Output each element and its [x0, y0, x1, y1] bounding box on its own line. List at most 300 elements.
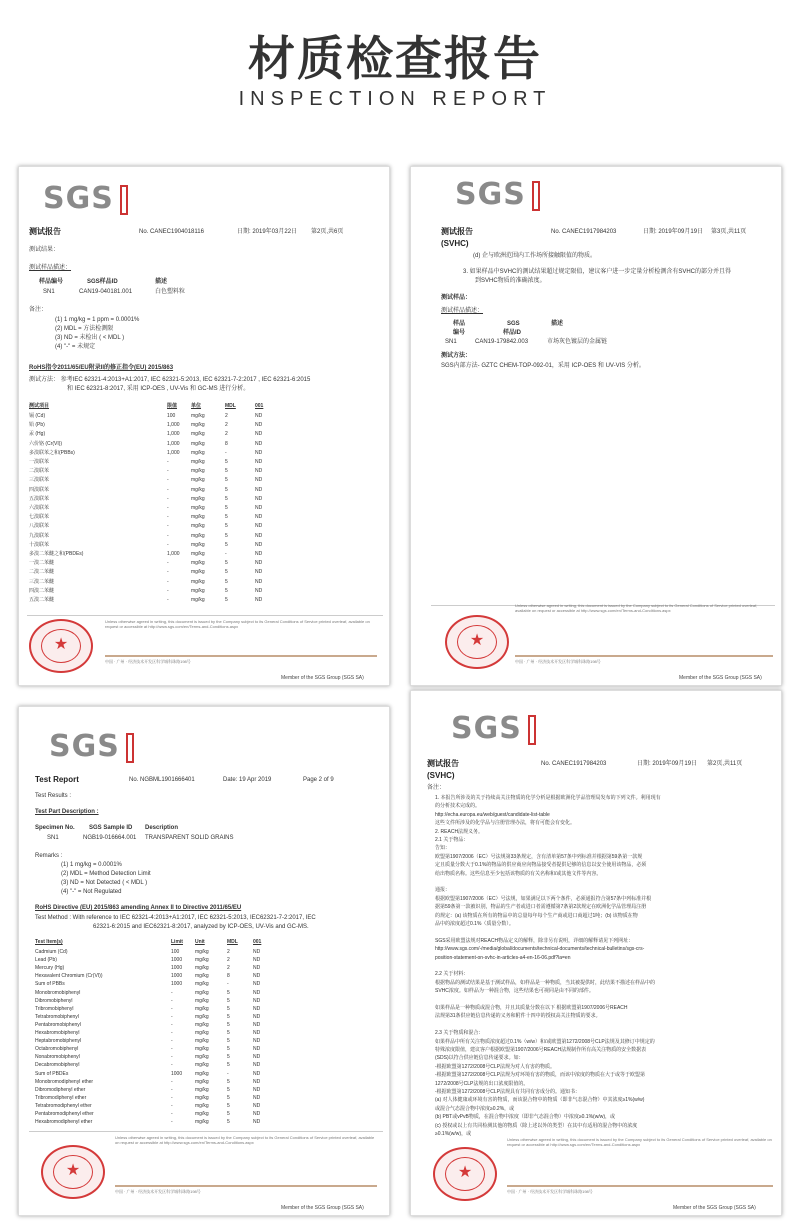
- col-description: 描述: [155, 279, 168, 285]
- table-cell: 1,000: [167, 431, 180, 438]
- remark-3: (3) ND = 未检出 ( < MDL ): [55, 335, 125, 341]
- page-header: [0, 0, 790, 130]
- sample-id: CAN19-040181.001: [79, 289, 133, 295]
- table-cell: 六溴联苯: [29, 505, 50, 511]
- table-cell: ND: [253, 1013, 261, 1020]
- table-cell: 5: [227, 1013, 230, 1020]
- remark-line: 定且质量分数大于0.1%的物品的供应商应向物品接受者提供足够的信息以安全使用该物品，必须: [435, 862, 647, 869]
- table-cell: mg/kg: [195, 1062, 209, 1069]
- table-cell: mg/kg: [195, 1038, 209, 1045]
- col-description: Description: [145, 825, 179, 831]
- official-stamp: ★: [445, 615, 509, 669]
- table-cell: 5: [227, 1062, 230, 1069]
- table-header: Test Item(s): [35, 939, 63, 945]
- table-cell: -: [171, 1078, 173, 1085]
- remark-line: 根据物品的测试结果是基于测试样品，如样品是一种物质，当其被提供时，此结果不描述在样品中的: [435, 979, 656, 986]
- table-cell: mg/kg: [195, 1094, 209, 1101]
- remark-line: 1272/2008号CLP法规的出口浓度限值的。: [435, 1080, 529, 1087]
- table-cell: Nonabromobiphenyl: [35, 1054, 80, 1061]
- table-cell: ND: [255, 468, 263, 475]
- table-cell: Pentabromodiphenyl ether: [35, 1111, 94, 1117]
- remark-line: -根据欧盟第1272/2008号CLP法规为对人有害的物质。: [435, 1063, 556, 1070]
- table-cell: ND: [255, 587, 263, 594]
- remark-1: (1) 1 mg/kg = 1 ppm = 0.0001%: [55, 317, 140, 323]
- remarks-label: Remarks :: [35, 853, 63, 859]
- remark-4: (4) "-" = 未规定: [55, 344, 96, 350]
- table-cell: mg/kg: [191, 532, 205, 539]
- report-heading: Test Report: [35, 775, 79, 784]
- report-number: No. CANEC1917984203: [551, 229, 617, 235]
- table-cell: 镉 (Cd): [29, 413, 46, 419]
- table-cell: 2: [225, 431, 228, 438]
- table-cell: -: [167, 468, 169, 475]
- table-cell: mg/kg: [195, 1086, 209, 1093]
- table-cell: 5: [227, 1102, 230, 1109]
- table-header: MDL: [225, 403, 236, 409]
- table-cell: 5: [225, 523, 228, 530]
- table-cell: ND: [255, 523, 263, 530]
- table-cell: ND: [253, 949, 261, 955]
- table-header: Unit: [195, 939, 205, 945]
- sample-description: TRANSPARENT SOLID GRAINS: [145, 835, 234, 841]
- table-cell: -: [167, 495, 169, 502]
- table-cell: 多溴联苯之和(PBBs): [29, 449, 75, 456]
- table-cell: 多溴二苯醚之和(PBDEs): [29, 551, 84, 557]
- table-cell: ND: [253, 1102, 261, 1109]
- footer-address: 中国 · 广州 · 经济技术开发区科学城科珠路198号: [507, 1189, 593, 1194]
- table-cell: -: [171, 1005, 173, 1012]
- table-cell: mg/kg: [191, 505, 205, 511]
- remark-line: 据第59条第一款被识别，物品的生产者或进口者需遵循第7条第2款规定在欧洲化学品管理局注册: [435, 904, 647, 911]
- table-cell: -: [167, 532, 169, 539]
- table-cell: ND: [253, 1005, 261, 1012]
- sgs-logo: SGS: [451, 711, 522, 746]
- official-stamp: ★: [29, 619, 93, 673]
- specimen-no: SN1: [47, 835, 59, 841]
- table-cell: -: [171, 1119, 173, 1126]
- table-cell: -: [167, 477, 169, 484]
- remark-line: SGS采用欧盟法规对REACH物品定义的解释，除非另有说明，详细的解释请见下列网址：: [435, 937, 634, 944]
- report-heading-svhc: (SVHC): [427, 771, 455, 780]
- table-cell: ND: [255, 597, 263, 603]
- report-date: 日期: 2019年03月22日: [237, 229, 298, 235]
- table-cell: Hexavalent Chromium (Cr(VI)): [35, 973, 103, 980]
- remark-line: 告知：: [435, 845, 451, 852]
- fine-print: Unless otherwise agreed in writing, this document is issued by the Company subject to its General Conditions of Service printed overleaf, available on request or accessible at http://www.sgs.com/en/Terms-and-Conditions.aspx: [105, 619, 370, 629]
- table-cell: 2: [227, 957, 230, 964]
- table-cell: ND: [255, 505, 263, 511]
- sample-description: 白色塑料粒: [155, 289, 186, 295]
- report-page: Page 2 of 9: [303, 777, 334, 783]
- table-cell: 8: [227, 973, 230, 980]
- table-header: 001: [253, 939, 262, 945]
- table-cell: ND: [253, 1119, 261, 1126]
- table-cell: 二溴联苯: [29, 468, 50, 475]
- table-cell: -: [167, 597, 169, 603]
- table-cell: 1,000: [167, 422, 180, 429]
- table-cell: 1000: [171, 957, 183, 964]
- table-cell: ND: [253, 1086, 261, 1093]
- table-cell: mg/kg: [191, 413, 205, 419]
- table-cell: 1000: [171, 1070, 183, 1077]
- table-cell: 5: [227, 1111, 230, 1117]
- remark-line: 1. 本报告所涉及的关于持续高关注物质的化学分析是根据欧洲化学品管理局发布的下列文件。利用现有: [435, 795, 661, 801]
- table-header: 限值: [167, 403, 178, 409]
- table-cell: 5: [227, 997, 230, 1004]
- table-cell: -: [167, 514, 169, 521]
- table-cell: -: [167, 459, 169, 465]
- table-cell: -: [171, 1038, 173, 1045]
- table-cell: 5: [227, 1078, 230, 1085]
- table-cell: 汞 (Hg): [29, 431, 46, 438]
- table-cell: Cadmium (Cd): [35, 949, 68, 955]
- table-cell: mg/kg: [195, 1070, 209, 1077]
- note-d: (d) 企与欧洲范围内工作场所接触限值的物质。: [473, 253, 597, 259]
- table-cell: 100: [171, 949, 180, 955]
- sample-id: NGB19-016664.001: [83, 835, 137, 841]
- sample-description: 市场灰色镀层的金属链: [547, 339, 608, 345]
- report-card-b[interactable]: [410, 166, 782, 686]
- table-cell: mg/kg: [191, 486, 205, 493]
- table-cell: -: [227, 1070, 229, 1077]
- report-date: 日期: 2019年09月19日: [637, 761, 698, 767]
- table-header: 测试项目: [29, 403, 50, 409]
- table-cell: mg/kg: [191, 523, 205, 530]
- table-cell: Tetrabromobiphenyl: [35, 1013, 79, 1020]
- note-3a: 3. 如果样品中SVHC的测试结果超过规定限值，建议客户进一步定量分析检测含有SVHC的部分并且得: [463, 269, 732, 275]
- sample-id: CAN19-179842.003: [475, 339, 529, 345]
- official-stamp: ★: [433, 1147, 497, 1201]
- report-page: 第3页,共11页: [711, 229, 747, 235]
- table-cell: mg/kg: [191, 477, 205, 484]
- table-cell: ND: [255, 578, 263, 585]
- table-header: MDL: [227, 939, 238, 945]
- table-cell: ND: [255, 422, 263, 429]
- remark-line: http://www.sgs.com/-/media/global/documents/technical-documents/technical-bulletins/sgs-crs-: [435, 946, 645, 953]
- member-note: Member of the SGS Group (SGS SA): [281, 1205, 364, 1211]
- remark-line: 如果样品中所有关注物质浓度超过0.1%（w/w）和/或欧盟第1272/2008号CLP法规及其修订中规定的: [435, 1038, 655, 1045]
- table-cell: 5: [225, 459, 228, 465]
- remark-line: 2.1 关于物品：: [435, 837, 469, 843]
- test-method-line-2: 和 IEC 62321-8:2017, 采用 ICP-OES , UV-Vis 和 GC-MS 进行分析。: [67, 386, 250, 392]
- table-cell: 1,000: [167, 449, 180, 456]
- page-subtitle: INSPECTION REPORT: [238, 88, 552, 110]
- table-cell: mg/kg: [195, 1030, 209, 1036]
- table-cell: mg/kg: [195, 1111, 209, 1117]
- table-cell: mg/kg: [191, 422, 205, 429]
- report-page: 第2页,共11页: [707, 761, 743, 767]
- note-3b: 到SVHC物质的准确浓度。: [475, 278, 546, 284]
- col-sample-id: SGS样品ID: [87, 279, 118, 285]
- table-cell: ND: [255, 560, 263, 567]
- remark-line: 如果样品是一种物质或混合物，并且其质量分数在以下 根据欧盟第1907/2006号REACH: [435, 1005, 628, 1011]
- remark-line: ≥0.1%(w/w)，或: [435, 1131, 472, 1137]
- remark-line: 根据欧盟第1907/2006（EC）号法规，如果满足以下两个条件，必须通报符合第57条中列标准并根: [435, 895, 652, 902]
- page-title: 材质检查报告: [248, 32, 542, 87]
- remark-line: 2.3 关于物质和混合：: [435, 1030, 484, 1037]
- table-cell: -: [167, 523, 169, 530]
- table-cell: Lead (Pb): [35, 957, 57, 964]
- table-cell: 5: [225, 569, 228, 576]
- table-cell: mg/kg: [191, 449, 205, 456]
- remark-line: 或混合气态混合物中浓度≥0.2%，或: [435, 1105, 515, 1112]
- table-cell: 5: [225, 532, 228, 539]
- table-cell: -: [171, 1111, 173, 1117]
- footer-address: 中国 · 广州 · 经济技术开发区科学城科珠路198号: [115, 1189, 201, 1194]
- table-cell: 八溴联苯: [29, 523, 50, 530]
- report-number: No. CANEC1917984203: [541, 761, 607, 767]
- test-part-label: Test Part Description :: [35, 809, 99, 815]
- results-label: Test Results :: [35, 793, 72, 799]
- col-specimen-no: Specimen No.: [35, 825, 75, 831]
- table-cell: 四溴联苯: [29, 486, 50, 493]
- member-note: Member of the SGS Group (SGS SA): [679, 675, 762, 681]
- col-sample-id-2: 样品ID: [503, 330, 522, 336]
- table-cell: 一溴二苯醚: [29, 560, 55, 567]
- table-cell: -: [167, 578, 169, 585]
- remark-line: 的规定：(a) 该物质在所有的物品中的总量每年每个生产商或进口商超过1吨；(b) 该物质在物: [435, 912, 638, 919]
- table-cell: mg/kg: [195, 1054, 209, 1061]
- table-cell: mg/kg: [195, 989, 209, 996]
- remark-line: 的分析技术完成的。: [435, 803, 481, 810]
- table-cell: mg/kg: [195, 1021, 209, 1028]
- table-cell: 五溴二苯醚: [29, 597, 55, 603]
- remark-line: 2. REACH法规义务。: [435, 828, 484, 835]
- remark-line: position-statement-on-svhc-in-articles-a4-en-16-06.pdf?la=en: [435, 954, 571, 961]
- table-cell: 5: [227, 989, 230, 996]
- table-cell: ND: [253, 997, 261, 1004]
- col-sample-no: 样品: [453, 321, 466, 327]
- remark-line: 欧盟第1907/2006（EC）号法规第33条规定，含有清单第57条中列标准并根据第59条第一款规: [435, 853, 643, 860]
- table-cell: ND: [253, 981, 261, 988]
- table-cell: -: [171, 989, 173, 996]
- table-cell: ND: [253, 1078, 261, 1085]
- table-cell: Heptabromobiphenyl: [35, 1038, 82, 1045]
- remark-line: -根据欧盟第1272/2008号CLP法规具有共同有害成分的。通知书：: [435, 1089, 581, 1095]
- table-cell: ND: [255, 486, 263, 493]
- table-cell: mg/kg: [191, 541, 205, 548]
- table-cell: mg/kg: [195, 949, 209, 955]
- table-cell: -: [171, 997, 173, 1004]
- remark-line: (b) PBT或vPvB物质，在混合物中浓度（即非气态混合物）中浓度≥0.1%(w/w)，或: [435, 1114, 615, 1121]
- table-cell: 5: [225, 486, 228, 493]
- table-cell: ND: [255, 551, 263, 557]
- table-cell: mg/kg: [191, 587, 205, 594]
- table-cell: Tetrabromodiphenyl ether: [35, 1102, 92, 1109]
- col-sample-id: SGS Sample ID: [89, 825, 133, 831]
- table-cell: 五溴联苯: [29, 495, 50, 502]
- report-date: Date: 19 Apr 2019: [223, 777, 272, 783]
- table-cell: ND: [255, 459, 263, 465]
- rohs-directive: RoHS Directive (EU) 2015/863 amending Annex II to Directive 2011/65/EU: [35, 905, 242, 911]
- table-cell: ND: [255, 431, 263, 438]
- table-cell: 5: [225, 578, 228, 585]
- remark-line: http://echa.europa.eu/web/guest/candidate-list-table: [435, 811, 550, 818]
- table-cell: 5: [227, 1030, 230, 1036]
- table-cell: Hexabromobiphenyl: [35, 1030, 80, 1036]
- table-cell: 1000: [171, 965, 183, 972]
- table-cell: -: [167, 541, 169, 548]
- table-cell: mg/kg: [195, 997, 209, 1004]
- table-cell: -: [227, 981, 229, 988]
- table-cell: 十溴联苯: [29, 541, 50, 548]
- report-page: 第2页,共6页: [311, 229, 344, 235]
- table-cell: ND: [255, 477, 263, 484]
- table-cell: -: [171, 1030, 173, 1036]
- table-cell: 铅 (Pb): [29, 422, 45, 429]
- table-cell: -: [171, 1013, 173, 1020]
- table-cell: -: [171, 1094, 173, 1101]
- table-cell: Decabromobiphenyl: [35, 1062, 80, 1069]
- table-cell: mg/kg: [191, 551, 205, 557]
- table-cell: 5: [227, 1094, 230, 1101]
- fine-print: Unless otherwise agreed in writing, this document is issued by the Company subject to its General Conditions of Service printed overleaf, available on request or accessible at http://www.sgs.com/en/Terms-and-Conditions.aspx: [515, 603, 758, 613]
- table-cell: 1000: [171, 973, 183, 980]
- table-cell: Octabromobiphenyl: [35, 1046, 79, 1053]
- table-cell: 5: [227, 1119, 230, 1126]
- sample-no: SN1: [43, 289, 55, 295]
- table-cell: 8: [225, 440, 228, 447]
- remarks-label: 备注：: [427, 785, 446, 791]
- table-cell: 四溴二苯醚: [29, 587, 55, 594]
- remark-line: (a) 对人体健康或环境有害的物质，而该混合物中的物质（即非气态混合物）中其浓度≥1%(w/w): [435, 1097, 645, 1104]
- table-cell: 5: [227, 1086, 230, 1093]
- table-cell: mg/kg: [195, 1078, 209, 1085]
- table-cell: ND: [253, 965, 261, 972]
- table-cell: mg/kg: [195, 1013, 209, 1020]
- table-cell: mg/kg: [191, 560, 205, 567]
- table-cell: ND: [253, 973, 261, 980]
- table-cell: ND: [255, 569, 263, 576]
- sgs-logo: SGS: [43, 181, 114, 216]
- table-cell: 2: [225, 413, 228, 419]
- table-cell: 一溴联苯: [29, 459, 50, 465]
- table-cell: 5: [225, 541, 228, 548]
- table-cell: 六价铬 (Cr(VI)): [29, 440, 63, 447]
- test-method-line-2: 62321-6:2015 and IEC62321-8:2017, analyzed by ICP-OES, UV-Vis and GC-MS.: [93, 924, 309, 930]
- sgs-logo: SGS: [49, 729, 120, 764]
- sample-desc-label: 测试样品描述：: [441, 308, 484, 314]
- method-text: SGS内部方法- GZTC CHEM-TOP-092-01，采用 ICP-OES 和 UV-VIS 分析。: [441, 363, 645, 369]
- sample-desc-label: 测试样品描述：: [29, 265, 72, 271]
- table-cell: 5: [227, 1021, 230, 1028]
- col-sample-no-2: 编号: [453, 330, 466, 336]
- table-cell: -: [167, 486, 169, 493]
- method-label: 测试方法：: [441, 353, 472, 359]
- table-cell: -: [167, 587, 169, 594]
- table-cell: Dibromobiphenyl: [35, 997, 73, 1004]
- table-cell: ND: [255, 514, 263, 521]
- table-cell: 5: [227, 1005, 230, 1012]
- table-cell: Sum of PBDEs: [35, 1070, 69, 1077]
- remark-line: 2.2 关于材料：: [435, 971, 469, 978]
- table-cell: Mercury (Hg): [35, 965, 65, 972]
- table-cell: -: [171, 1102, 173, 1109]
- table-cell: -: [171, 1046, 173, 1053]
- table-cell: 1,000: [167, 551, 180, 557]
- table-cell: mg/kg: [191, 569, 205, 576]
- remark-4: (4) "-" = Not Regulated: [61, 889, 122, 895]
- col-description: 描述: [551, 321, 564, 327]
- table-cell: mg/kg: [191, 578, 205, 585]
- table-cell: ND: [255, 495, 263, 502]
- table-cell: 5: [225, 505, 228, 511]
- report-heading: 测试报告: [427, 759, 459, 768]
- col-sample-no: 样品编号: [39, 279, 64, 285]
- report-heading-svhc: (SVHC): [441, 239, 469, 248]
- report-heading: 测试报告: [29, 227, 61, 236]
- table-cell: -: [171, 1086, 173, 1093]
- table-cell: 5: [225, 560, 228, 567]
- table-cell: 100: [167, 413, 176, 419]
- remark-2: (2) MDL = Method Detection Limit: [61, 871, 151, 877]
- table-cell: Dibromodiphenyl ether: [35, 1086, 86, 1093]
- table-cell: mg/kg: [191, 431, 205, 438]
- report-number: No. NGBML1901666401: [129, 777, 195, 783]
- table-cell: 九溴联苯: [29, 532, 50, 539]
- remark-3: (3) ND = Not Detected ( < MDL ): [61, 880, 148, 886]
- report-number: No. CANEC1904018116: [139, 229, 204, 235]
- report-card-a[interactable]: [18, 166, 390, 686]
- report-card-c[interactable]: [18, 706, 390, 1216]
- table-cell: 5: [225, 514, 228, 521]
- table-cell: mg/kg: [195, 981, 209, 988]
- table-cell: ND: [253, 1062, 261, 1069]
- remark-line: (SDS)以符合供应链信息传递要求。如：: [435, 1055, 524, 1062]
- table-cell: Tribromodiphenyl ether: [35, 1094, 87, 1101]
- table-cell: -: [171, 1054, 173, 1061]
- table-cell: ND: [255, 541, 263, 548]
- table-cell: 三溴联苯: [29, 477, 50, 484]
- sample-label: 测试样品：: [441, 295, 472, 301]
- remark-line: 品中的浓度超过0.1%（质量分数）。: [435, 921, 514, 927]
- table-cell: mg/kg: [195, 1119, 209, 1126]
- table-cell: mg/kg: [191, 468, 205, 475]
- remark-line: 法规第31条供应链信息传递的义务和附件十四中的授权高关注物质的要求。: [435, 1013, 601, 1020]
- table-cell: ND: [253, 1046, 261, 1053]
- table-header: Limit: [171, 939, 183, 945]
- test-method-line-1: Test Method : With reference to IEC 62321-4:2013+A1:2017, IEC 62321-5:2013, IEC62321-7-2:2017, IEC: [35, 915, 316, 921]
- table-cell: Monobromobiphenyl: [35, 989, 81, 996]
- fine-print: Unless otherwise agreed in writing, this document is issued by the Company subject to its General Conditions of Service printed overleaf, available on request or accessible at http://www.sgs.com/en/Terms-and-Conditions.aspx: [115, 1135, 375, 1145]
- table-cell: mg/kg: [195, 1005, 209, 1012]
- rohs-directive: RoHS指令2011/65/EU附录II的修正指令(EU) 2015/863: [29, 365, 174, 371]
- table-cell: 5: [225, 597, 228, 603]
- test-method-line-1: 测试方法： 参考IEC 62321-4:2013+A1:2017, IEC 62321-5:2013, IEC 62321-7-2:2017 , IEC 62321-6:2015: [29, 377, 311, 383]
- table-cell: ND: [253, 1030, 261, 1036]
- table-cell: Pentabromobiphenyl: [35, 1021, 81, 1028]
- report-date: 日期: 2019年09月19日: [643, 229, 704, 235]
- table-cell: mg/kg: [191, 440, 205, 447]
- table-cell: mg/kg: [191, 495, 205, 502]
- table-cell: ND: [255, 449, 263, 456]
- footer-address: 中国 · 广州 · 经济技术开发区科学城科珠路198号: [105, 659, 191, 664]
- table-cell: 七溴联苯: [29, 514, 50, 521]
- report-heading: 测试报告: [441, 227, 473, 236]
- table-cell: Monobromodiphenyl ether: [35, 1078, 94, 1085]
- remark-line: (c) 授权或以上有共同检测其他的物质（除上述以外的类型）在其中有适用的混合物中的浓度: [435, 1122, 638, 1129]
- table-cell: 5: [225, 495, 228, 502]
- table-cell: -: [167, 505, 169, 511]
- remark-line: -根据欧盟第1272/2008号CLP法规为对环境有害的物质，而该中浓度的物质在大于或等于欧盟第: [435, 1072, 646, 1079]
- results-label: 测试结果：: [29, 247, 60, 253]
- table-cell: -: [171, 1062, 173, 1069]
- report-card-d[interactable]: [410, 690, 782, 1216]
- remark-line: 这些文件所涉及的化学品与注册管理办法，将有可能会有变化。: [435, 820, 576, 827]
- table-cell: ND: [255, 532, 263, 539]
- table-cell: 5: [225, 587, 228, 594]
- remarks-label: 备注：: [29, 307, 48, 313]
